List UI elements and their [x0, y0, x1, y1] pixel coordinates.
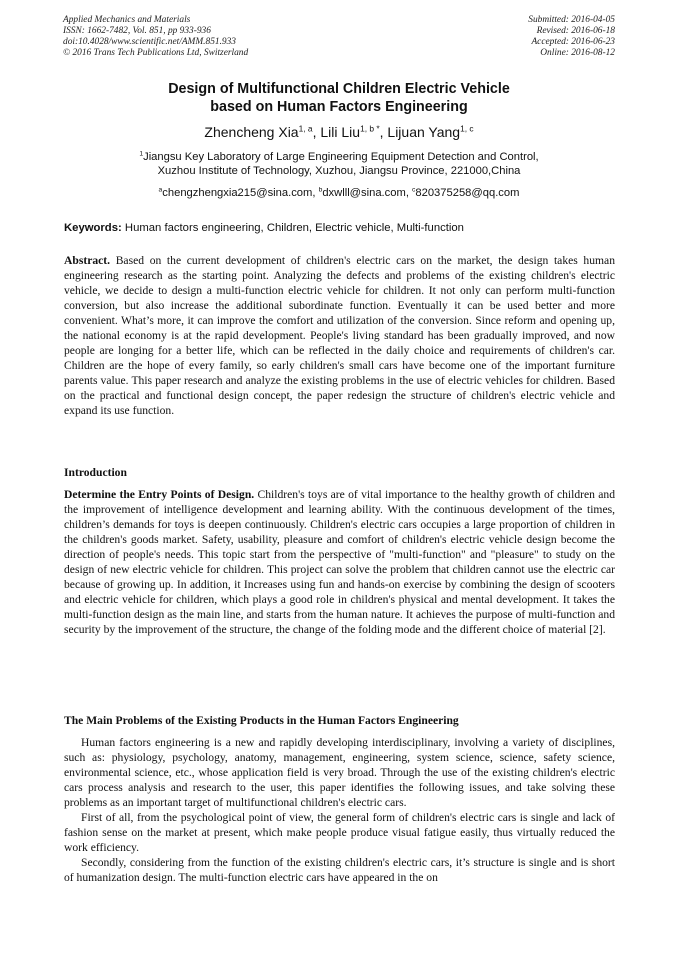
- submitted-date: Submitted: 2016-04-05: [528, 15, 615, 25]
- affiliation-line-1: Jiangsu Key Laboratory of Large Engineering Equipment Detection and Control,: [143, 151, 539, 163]
- paragraph: First of all, from the psychological point of view, the general form of children's electric cars is single and lack of fashion sense on the market at present, which make people produce visual fatigue easily, thus virtually reduced the work efficiency.: [64, 811, 615, 854]
- author-sup: 1, b *: [360, 123, 380, 134]
- email-sup: a: [158, 186, 163, 194]
- title-line-1: Design of Multifunctional Children Electric Vehicle: [168, 81, 510, 97]
- author-sep: ,: [312, 124, 321, 140]
- abstract-label: Abstract.: [64, 254, 111, 267]
- keywords-text: Human factors engineering, Children, Electric vehicle, Multi-function: [121, 222, 464, 234]
- paragraph: Human factors engineering is a new and rapidly developing interdisciplinary, involving a variety of disciplines, such as: physiology, psychology, anatomy, management, engineering, system science, science, safety science, environmental science, etc., whose application field is very broad. Through the use of the existing children's electric cars process analysis and research to the user, this paper identifies the following issues, and take solving these problems as an important target of multifunctional children's electric cars.: [64, 736, 615, 809]
- revised-date: Revised: 2016-06-18: [536, 26, 615, 36]
- intro-text: Children's toys are of vital importance to the healthy growth of children and the improvement of intelligence development and learning ability. With the continuous development of the times, children’s demands for toys is deepen continuously. Children's electric cars occupies a large proportion of children in the children's goods market. Safety, usability, pleasure and comfort of children's electric vehicle design become the direction of people's needs. This topic start from the perspective of "multi-function" and "pleasure" to study on the design of new electric vehicle for children. This project can solve the problem that children cannot use the electric car because of growing up. In addition, it Increases using fun and hands-on exercise by combining the design of scooters and electric vehicle for children, which plays a good role in children's physical and mental development. It takes the multi-function design as the main line, and starts from the human nature. It achieves the purpose of multi-function and security by the improvement of the structure, the change of the folding mode and the different choice of material [2].: [64, 488, 615, 636]
- issn-line: ISSN: 1662-7482, Vol. 851, pp 933-936: [63, 26, 211, 36]
- doi-line: doi:10.4028/www.scientific.net/AMM.851.933: [63, 37, 236, 47]
- author-sep: ,: [379, 124, 388, 140]
- introduction-body: [64, 487, 615, 637]
- affiliation: [0, 150, 678, 178]
- keywords: [64, 221, 624, 235]
- author-sup: 1, c: [460, 123, 474, 134]
- email-sup: b: [318, 186, 323, 194]
- online-date: Online: 2016-08-12: [540, 48, 615, 58]
- email-address: dxwlll@sina.com: [322, 187, 406, 199]
- section-heading-main-problems: The Main Problems of the Existing Products in the Human Factors Engineering: [64, 714, 459, 727]
- paragraph: Secondly, considering from the function of the existing children's electric cars, it’s structure is single and is short of humanization design. The multi-function electric cars have appeared in the on: [64, 856, 615, 884]
- email-sup: c: [412, 186, 416, 194]
- copyright-line: © 2016 Trans Tech Publications Ltd, Switzerland: [63, 48, 249, 58]
- abstract-text: Based on the current development of children's electric cars on the market, the design takes human engineering research as the starting point. Analyzing the defects and problems of the existing children's electric vehicle, we decide to design a multi-function electric vehicle for children. It not only can perform multi-function conversion, but also increase the additional subordinate function. Eventually it can be used better and more convenient. What’s more, it can improve the comfort and utilization of the conversion. Since reform and opening up, the national economy is at the rapid development. People's living standard has been gradually improved, and now people are longing for a better life, which can be reflected in the daily choice and requirements of children's car. Children are the hope of every family, so early children's small cars have become one of the important furniture parents value. This paper research and analyze the existing problems in the use of electric vehicles for children. Based on the practical and functional design concept, the paper redesign the structure of children's electric vehicle and expand its use function.: [64, 254, 615, 417]
- section-heading-introduction: Introduction: [64, 466, 127, 479]
- author-name: Zhencheng Xia: [204, 124, 299, 140]
- email-sep: ,: [312, 187, 319, 199]
- author-sup: 1, a: [298, 123, 313, 134]
- author-name: Lili Liu: [320, 124, 361, 140]
- email-sep: ,: [405, 187, 413, 199]
- main-problems-body: [64, 735, 615, 885]
- affiliation-line-2: Xuzhou Institute of Technology, Xuzhou, Jiangsu Province, 221000,China: [157, 165, 521, 177]
- journal-header-left: [63, 15, 248, 59]
- abstract: [64, 253, 615, 418]
- email-address: 820375258@qq.com: [415, 187, 520, 199]
- title-line-2: based on Human Factors Engineering: [210, 99, 468, 115]
- author-emails: [0, 186, 678, 200]
- accepted-date: Accepted: 2016-06-23: [531, 37, 615, 47]
- email-address: chengzhengxia215@sina.com: [162, 187, 313, 199]
- author-name: Lijuan Yang: [387, 124, 461, 140]
- journal-header-right: [528, 15, 615, 59]
- intro-runin-heading: Determine the Entry Points of Design.: [64, 488, 255, 501]
- affiliation-sup: 1: [139, 150, 144, 158]
- journal-name: Applied Mechanics and Materials: [63, 15, 191, 25]
- keywords-label: Keywords:: [64, 222, 122, 234]
- paper-title: [0, 80, 678, 116]
- author-list: [0, 123, 678, 141]
